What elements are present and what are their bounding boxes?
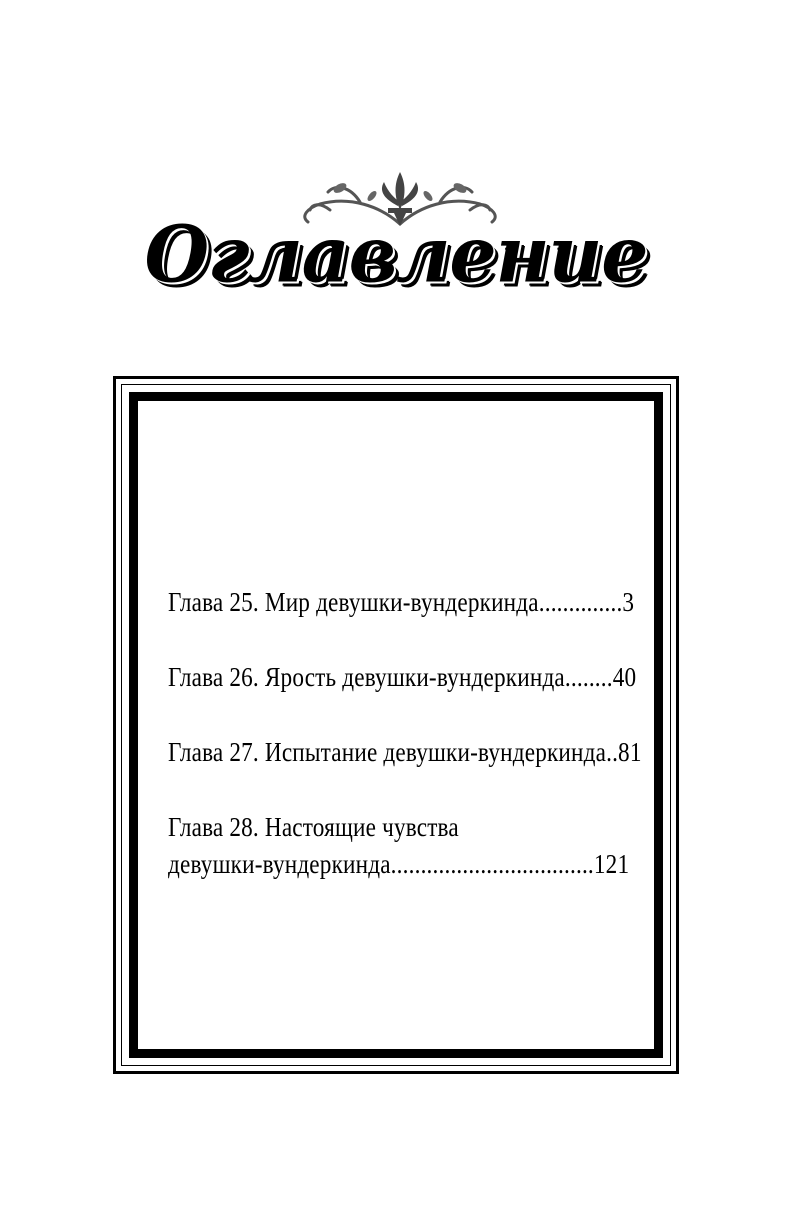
- frame-thick-border: [129, 392, 663, 1058]
- toc-entry-27: Глава 27. Испытание девушки-вундеркинда..81: [168, 737, 642, 767]
- page-title: Оглавление: [144, 209, 648, 301]
- toc-entry-28-line1: Глава 28. Настоящие чувства: [168, 812, 459, 842]
- toc-entry-28-line2: девушки-вундеркинда..................................121: [168, 849, 630, 879]
- toc-frame: [113, 376, 679, 1074]
- toc-entry-25: Глава 25. Мир девушки-вундеркинда..............3: [168, 587, 635, 617]
- toc-entry-26: Глава 26. Ярость девушки-вундеркинда........40: [168, 662, 637, 692]
